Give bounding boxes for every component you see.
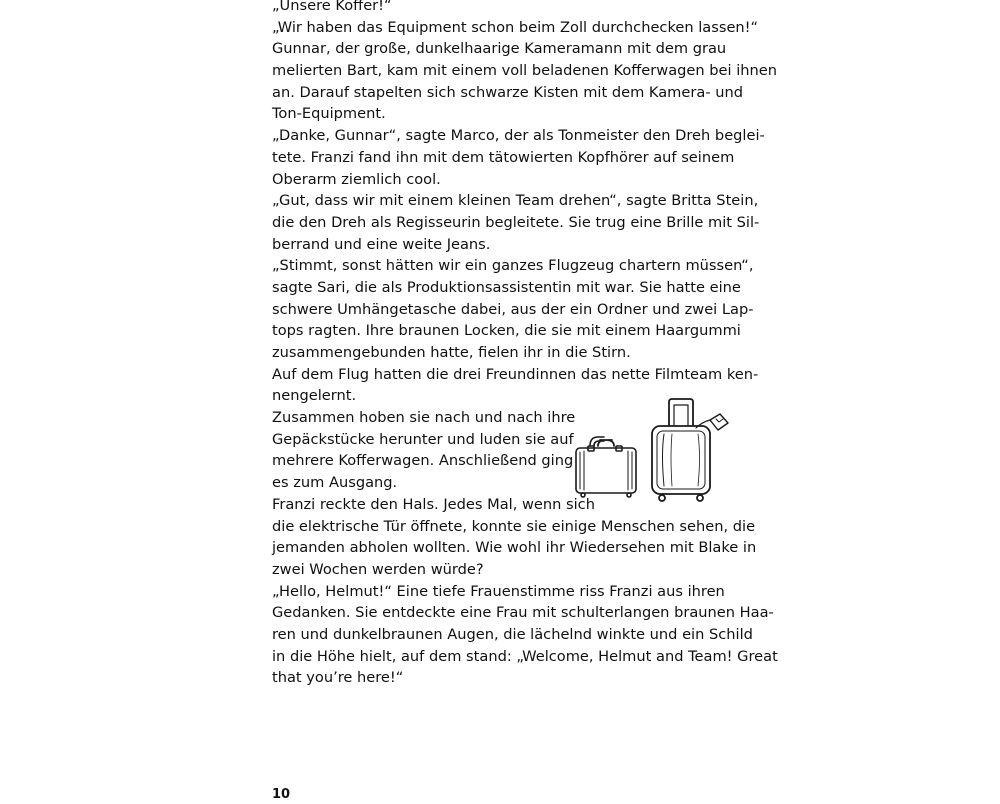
text-line: „Wir haben das Equipment schon beim Zoll durchchecken lassen!“ [272, 18, 759, 36]
text-line: Franzi reckte den Hals. Jedes Mal, wenn sich [272, 495, 595, 513]
text-line: „Stimmt, sonst hätten wir ein ganzes Flugzeug chartern müssen“, [272, 257, 754, 275]
text-line: zusammengebunden hatte, fielen ihr in die Stirn. [272, 344, 631, 361]
text-line: an. Darauf stapelten sich schwarze Kisten mit dem Kamera- und [272, 83, 743, 101]
text-line: sagte Sari, die als Produktionsassistentin mit war. Sie hatte eine [272, 278, 741, 296]
text-line: Oberarm ziemlich cool. [272, 170, 441, 188]
text-line: Gepäckstücke herunter und luden sie auf [272, 430, 574, 448]
text-line: nengelernt. [272, 387, 357, 405]
text-line: Gunnar, der große, dunkelhaarige Kameramann mit dem grau [272, 40, 727, 58]
text-line: „Unsere Koffer!“ [272, 0, 392, 14]
text-line: melierten Bart, kam mit einem voll beladenen Kofferwagen bei ihnen [272, 62, 778, 80]
luggage-illustration [572, 396, 730, 504]
text-line: es zum Ausgang. [272, 474, 398, 492]
text-line: zwei Wochen werden würde? [272, 560, 484, 578]
text-line: schwere Umhängetasche dabei, aus der ein Ordner und zwei Lap- [272, 300, 754, 318]
text-line: jemanden abholen wollten. Wie wohl ihr Wiedersehen mit Blake in [272, 539, 757, 557]
text-line: „Hello, Helmut!“ Eine tiefe Frauenstimme riss Franzi aus ihren [272, 582, 725, 600]
text-line: Ton-Equipment. [272, 105, 386, 123]
text-line: die elektrische Tür öffnete, konnte sie einige Menschen sehen, die [272, 517, 756, 535]
text-line: Gedanken. Sie entdeckte eine Frau mit schulterlangen braunen Haa- [272, 604, 774, 622]
text-line: „Gut, dass wir mit einem kleinen Team drehen“, sagte Britta Stein, [272, 192, 759, 210]
text-line: Zusammen hoben sie nach und nach ihre [272, 409, 576, 427]
text-line: berrand und eine weite Jeans. [272, 235, 491, 253]
text-line: „Danke, Gunnar“, sagte Marco, der als Tonmeister den Dreh beglei- [272, 127, 765, 145]
text-line: that you’re here!“ [272, 669, 404, 687]
page-number: 10 [272, 787, 291, 802]
text-line: Auf dem Flug hatten die drei Freundinnen das nette Filmteam ken- [272, 365, 759, 383]
text-line: tete. Franzi fand ihn mit dem tätowierten Kopfhörer auf seinem [272, 148, 735, 166]
text-line: in die Höhe hielt, auf dem stand: „Welcome, Helmut and Team! Great [272, 647, 778, 665]
briefcase-icon [576, 437, 636, 497]
body-text [272, 0, 778, 689]
text-line: die den Dreh als Regisseurin begleitete. Sie trug eine Brille mit Sil- [272, 213, 760, 231]
suitcase-icon [652, 399, 728, 501]
text-line: ren und dunkelbraunen Augen, die lächelnd winkte und ein Schild [272, 625, 753, 643]
text-line: tops ragten. Ihre braunen Locken, die sie mit einem Haargummi [272, 322, 741, 340]
text-line: mehrere Kofferwagen. Anschließend ging [272, 452, 574, 470]
